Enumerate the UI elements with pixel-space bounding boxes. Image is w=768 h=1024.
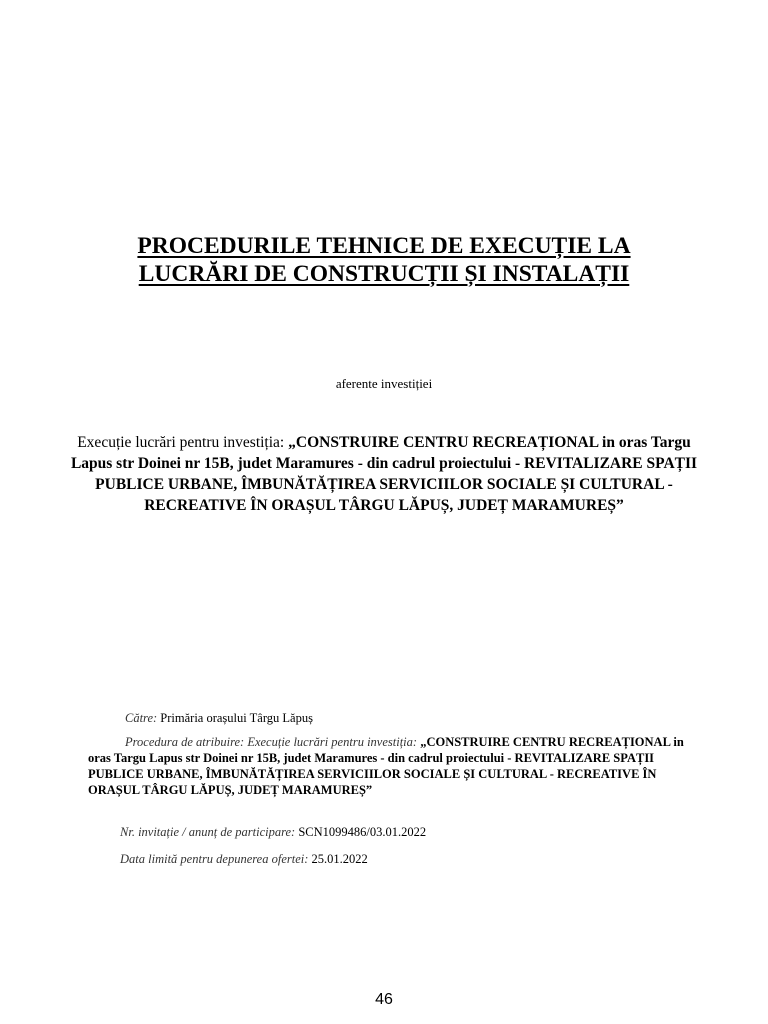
recipient-label: Către:	[125, 711, 158, 725]
procedure-label: Procedura de atribuire: Execuție lucrări pentru investiția:	[125, 735, 418, 749]
procedure-line	[88, 734, 688, 798]
title-line-2: LUCRĂRI DE CONSTRUCȚII ȘI INSTALAȚII	[138, 261, 630, 287]
recipient-line	[125, 710, 313, 726]
title-line-1: PROCEDURILE TEHNICE DE EXECUȚIE LA	[137, 233, 631, 259]
deadline-label: Data limită pentru depunerea ofertei:	[120, 852, 309, 866]
procedure-value: „CONSTRUIRE CENTRU RECREAȚIONAL in oras Targu Lapus str Doinei nr 15B, judet Maramures - din cadrul proiectului - REVITALIZARE SPAȚII PUBLICE URBANE, ÎMBUNĂTĂȚIREA SERVICIILOR SOCIALE ȘI CULTURAL - RECREATIVE ÎN ORAȘUL TÂRGU LĂPUȘ, JUDEȚ MARAMUREȘ”	[88, 735, 684, 797]
invitation-line	[120, 824, 426, 840]
deadline-value: 25.01.2022	[308, 852, 368, 866]
investment-lead: Execuție lucrări pentru investiția:	[77, 434, 289, 451]
invitation-label: Nr. invitație / anunț de participare:	[120, 825, 296, 839]
invitation-value: SCN1099486/03.01.2022	[295, 825, 427, 839]
document-subtitle: aferente investiției	[335, 376, 433, 391]
document-title	[60, 232, 708, 288]
investment-description	[70, 432, 698, 516]
deadline-line	[120, 851, 368, 867]
page-number: 46	[375, 991, 393, 1008]
recipient-value: Primăria orașului Târgu Lăpuș	[157, 711, 313, 725]
investment-title: „CONSTRUIRE CENTRU RECREAȚIONAL in oras Targu Lapus str Doinei nr 15B, judet Maramures - din cadrul proiectului - REVITALIZARE SPAȚII PUBLICE URBANE, ÎMBUNĂTĂȚIREA SERVICIILOR SOCIALE ȘI CULTURAL - RECREATIVE ÎN ORAȘUL TÂRGU LĂPUȘ, JUDEȚ MARAMUREȘ”	[70, 434, 698, 514]
